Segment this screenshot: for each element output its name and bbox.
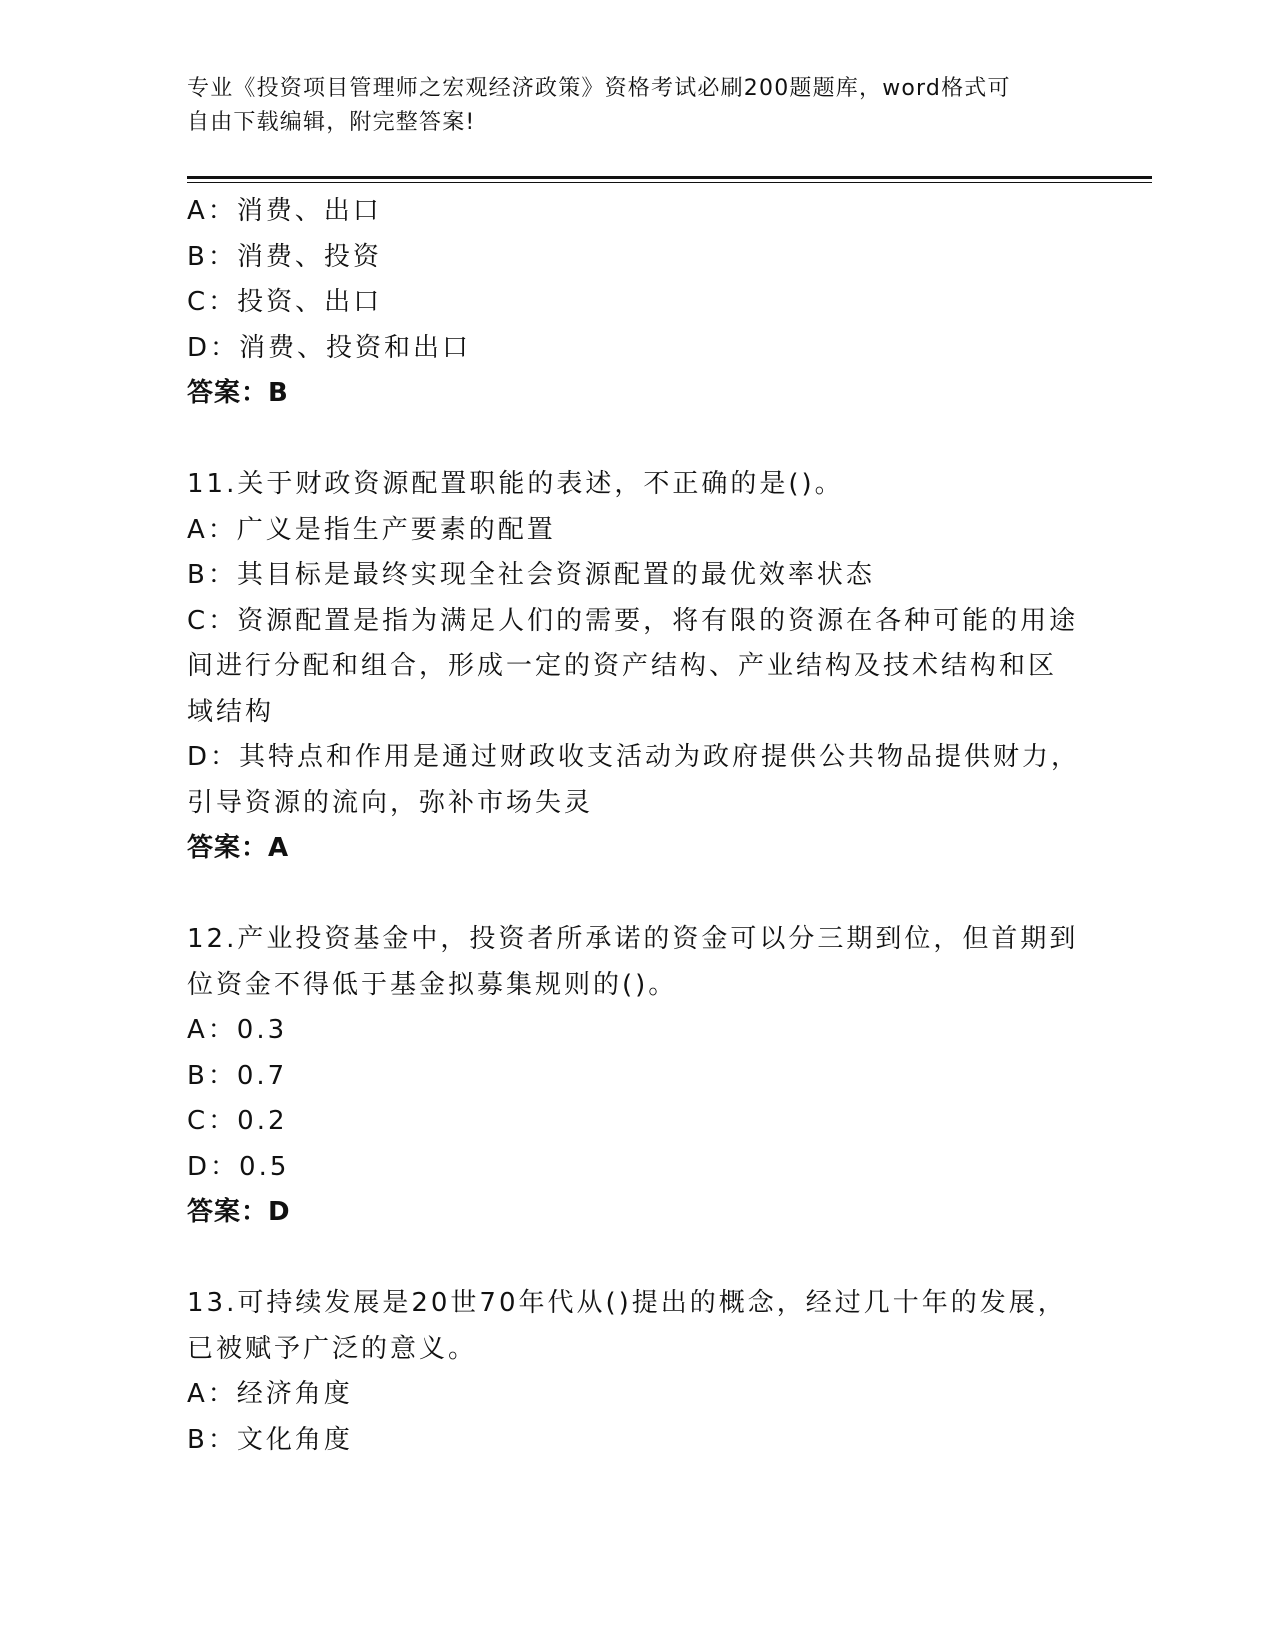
q10-option-b: B：消费、投资 xyxy=(187,241,382,272)
q12-option-c: C：0.2 xyxy=(187,1106,288,1136)
q10-option-d: D：消费、投资和出口 xyxy=(187,332,472,363)
q11-option-c-line-1: C：资源配置是指为满足人们的需要，将有限的资源在各种可能的用途 xyxy=(187,605,1079,636)
question-list xyxy=(187,189,1087,1463)
q13-stem-line-1: 13.可持续发展是20世70年代从()提出的概念，经过几十年的发展， xyxy=(187,1288,1067,1318)
q13-option-a: A：经济角度 xyxy=(187,1379,353,1409)
q11-option-a: A：广义是指生产要素的配置 xyxy=(187,514,556,545)
spacer xyxy=(187,872,1087,918)
header-divider-thick xyxy=(187,176,1152,179)
q12-answer: 答案：D xyxy=(187,1197,291,1227)
q12-option-d: D：0.5 xyxy=(187,1151,290,1182)
question-13-block xyxy=(187,1281,1087,1463)
q10-option-c: C：投资、出口 xyxy=(187,287,383,317)
q11-stem: 11.关于财政资源配置职能的表述，不正确的是()。 xyxy=(187,469,844,499)
q11-option-d-line-2: 引导资源的流向，弥补市场失灵 xyxy=(187,787,594,818)
q11-option-b: B：其目标是最终实现全社会资源配置的最优效率状态 xyxy=(187,560,875,590)
spacer xyxy=(187,417,1087,463)
q10-option-a: A：消费、出口 xyxy=(187,196,382,226)
q12-option-b: B：0.7 xyxy=(187,1060,288,1091)
q11-answer: 答案：A xyxy=(187,833,290,863)
q11-option-d-line-1: D：其特点和作用是通过财政收支活动为政府提供公共物品提供财力， xyxy=(187,742,1081,772)
q11-option-c-line-2: 间进行分配和组合，形成一定的资产结构、产业结构及技术结构和区 xyxy=(187,651,1058,681)
q12-option-a: A：0.3 xyxy=(187,1015,288,1045)
q13-stem-line-2: 已被赋予广泛的意义。 xyxy=(187,1333,478,1364)
q11-option-c-line-3: 域结构 xyxy=(187,696,275,727)
spacer xyxy=(187,1236,1087,1282)
header-line-1: 专业《投资项目管理师之宏观经济政策》资格考试必刷200题题库，word格式可 xyxy=(187,76,1011,101)
q12-stem-line-1: 12.产业投资基金中，投资者所承诺的资金可以分三期到位，但首期到 xyxy=(187,924,1079,954)
q13-option-b: B：文化角度 xyxy=(187,1424,353,1455)
q10-answer: 答案：B xyxy=(187,378,289,408)
header-divider-thin xyxy=(187,182,1152,183)
document-header xyxy=(187,72,1067,140)
question-10-block xyxy=(187,189,1087,417)
question-11-block xyxy=(187,462,1087,872)
q12-stem-line-2: 位资金不得低于基金拟募集规则的()。 xyxy=(187,969,678,1000)
question-12-block xyxy=(187,917,1087,1236)
header-line-2: 自由下载编辑，附完整答案! xyxy=(187,110,476,135)
